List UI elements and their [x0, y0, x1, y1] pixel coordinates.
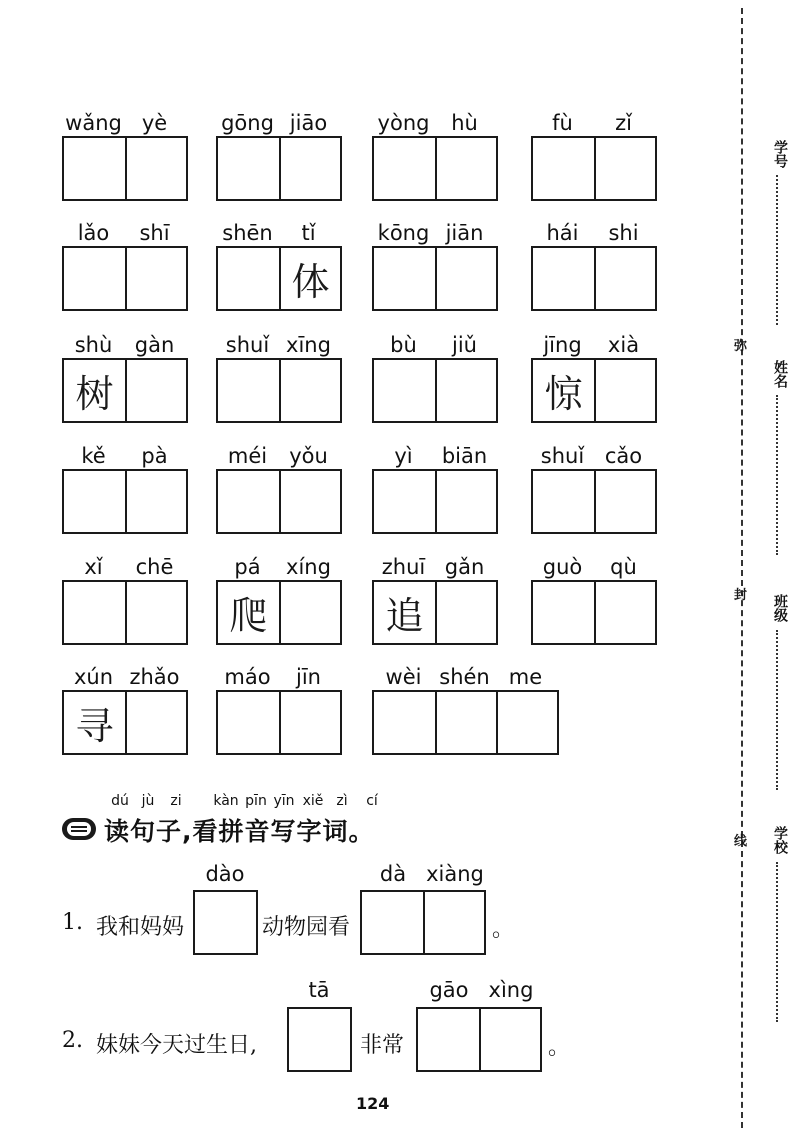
sentence-2-part-2: 非常 — [360, 1033, 405, 1058]
title-pinyin-ju: jù — [141, 793, 155, 809]
writing-cell[interactable] — [533, 471, 594, 532]
writing-cell[interactable] — [64, 138, 125, 199]
sentence-2-period: 。 — [548, 1035, 571, 1060]
sentence-1-blank-2-pinyin-2: xiàng — [426, 862, 484, 886]
written-character — [64, 248, 125, 309]
pinyin-syllable: yǒu — [289, 444, 328, 468]
pinyin-syllable: wèi — [385, 665, 422, 689]
pinyin-syllable: shēn — [222, 221, 273, 245]
written-character — [127, 471, 186, 532]
writing-box[interactable] — [216, 580, 342, 645]
title-pinyin-xie: xiě — [302, 793, 324, 809]
pinyin-syllable: xià — [607, 333, 640, 357]
writing-cell[interactable] — [533, 360, 594, 421]
writing-cell[interactable] — [594, 471, 655, 532]
writing-box[interactable] — [216, 358, 342, 423]
writing-box[interactable] — [372, 690, 559, 755]
pinyin-syllable: jīng — [543, 333, 582, 357]
pinyin-syllable: cǎo — [604, 444, 643, 468]
writing-cell[interactable] — [374, 692, 435, 753]
pinyin-syllable: wǎng — [65, 111, 122, 135]
pinyin-syllable: hái — [546, 221, 579, 245]
written-character — [374, 248, 435, 309]
pinyin-syllable: jiān — [445, 221, 484, 245]
written-character: 寻 — [75, 704, 114, 748]
pinyin-syllable: zhuī — [381, 555, 426, 579]
margin-label-student-id: 学号 — [772, 140, 788, 168]
writing-cell[interactable] — [218, 360, 279, 421]
pinyin-syllable: kōng — [377, 221, 430, 245]
pinyin-syllable: pà — [141, 444, 168, 468]
written-character — [596, 471, 655, 532]
page-number: 124 — [356, 1094, 390, 1113]
pinyin-syllable: pá — [234, 555, 261, 579]
writing-cell[interactable] — [64, 692, 125, 753]
writing-cell[interactable] — [64, 360, 125, 421]
written-character — [127, 692, 186, 753]
pinyin-syllable: jiāo — [289, 111, 328, 135]
written-character — [533, 138, 594, 199]
pinyin-syllable: jīn — [296, 665, 321, 689]
writing-cell[interactable] — [218, 471, 279, 532]
margin-field-name — [776, 395, 778, 555]
pinyin-syllable: gàn — [134, 333, 175, 357]
writing-cell[interactable] — [125, 360, 186, 421]
pinyin-syllable: shuǐ — [540, 444, 585, 468]
section-title: 读句子,看拼音写字词。 — [104, 817, 375, 846]
writing-cell[interactable] — [435, 582, 496, 643]
sealing-dashed-line — [741, 8, 743, 1128]
written-character — [533, 471, 594, 532]
writing-box[interactable] — [372, 469, 498, 534]
written-character: 追 — [385, 594, 424, 638]
writing-box[interactable] — [62, 136, 188, 201]
margin-label-class: 班级 — [772, 594, 788, 622]
pinyin-syllable: lǎo — [77, 221, 110, 245]
written-character — [498, 692, 557, 753]
margin-label-school: 学校 — [772, 826, 788, 854]
writing-cell[interactable] — [279, 360, 340, 421]
writing-box[interactable] — [372, 246, 498, 311]
written-character — [374, 471, 435, 532]
written-character — [218, 692, 279, 753]
written-character — [281, 471, 340, 532]
written-character — [64, 471, 125, 532]
pinyin-syllable: zhǎo — [129, 665, 180, 689]
pinyin-syllable: jiǔ — [452, 333, 477, 357]
writing-cell[interactable] — [64, 582, 125, 643]
writing-cell[interactable] — [374, 248, 435, 309]
writing-cell[interactable] — [374, 360, 435, 421]
title-pinyin-yin: yīn — [273, 793, 295, 809]
writing-cell[interactable] — [64, 248, 125, 309]
writing-cell[interactable] — [125, 138, 186, 199]
written-character — [533, 248, 594, 309]
written-character — [533, 582, 594, 643]
pinyin-syllable: kě — [81, 444, 106, 468]
written-character — [437, 248, 496, 309]
margin-mark-3: 线 — [734, 834, 748, 849]
sentence-1-number: 1. — [62, 910, 83, 935]
writing-cell[interactable] — [435, 471, 496, 532]
writing-cell[interactable] — [64, 471, 125, 532]
written-character — [281, 360, 340, 421]
writing-box[interactable] — [62, 246, 188, 311]
written-character — [64, 582, 125, 643]
pinyin-syllable: shuǐ — [225, 333, 270, 357]
written-character — [127, 248, 186, 309]
pinyin-syllable: xīng — [286, 333, 331, 357]
sentence-2-blank-1-pinyin: tā — [308, 978, 330, 1002]
pinyin-syllable: méi — [227, 444, 268, 468]
sentence-1-part-2: 动物园看 — [262, 915, 351, 940]
title-pinyin-ci: cí — [366, 793, 378, 809]
writing-cell[interactable] — [496, 692, 557, 753]
written-character — [218, 471, 279, 532]
written-character — [218, 360, 279, 421]
writing-cell[interactable] — [435, 138, 496, 199]
written-character — [127, 360, 186, 421]
written-character — [281, 582, 340, 643]
writing-cell[interactable] — [279, 471, 340, 532]
pinyin-syllable: tǐ — [301, 221, 316, 245]
writing-cell[interactable] — [125, 692, 186, 753]
title-pinyin-zi2: zì — [336, 793, 348, 809]
pinyin-syllable: shén — [439, 665, 490, 689]
writing-box[interactable] — [62, 690, 188, 755]
pinyin-syllable: biān — [441, 444, 488, 468]
written-character — [64, 138, 125, 199]
writing-cell[interactable] — [374, 582, 435, 643]
writing-box[interactable] — [216, 246, 342, 311]
writing-cell[interactable] — [374, 138, 435, 199]
written-character: 惊 — [544, 372, 583, 416]
writing-cell[interactable] — [125, 582, 186, 643]
writing-cell[interactable] — [594, 582, 655, 643]
margin-label-name: 姓名 — [772, 360, 788, 388]
pinyin-syllable: gōng — [221, 111, 274, 135]
writing-cell[interactable] — [533, 138, 594, 199]
sentence-1-blank-2-pinyin-1: dà — [379, 862, 407, 886]
written-character — [218, 138, 279, 199]
pinyin-syllable: yè — [141, 111, 168, 135]
written-character — [596, 138, 655, 199]
writing-box[interactable] — [531, 358, 657, 423]
pinyin-syllable: yì — [394, 444, 413, 468]
pinyin-syllable: fù — [552, 111, 573, 135]
written-character — [281, 692, 340, 753]
writing-cell[interactable] — [218, 692, 279, 753]
written-character — [437, 138, 496, 199]
title-pinyin-pin: pīn — [245, 793, 267, 809]
pinyin-syllable: gǎn — [444, 555, 485, 579]
written-character — [127, 582, 186, 643]
pinyin-syllable: bù — [390, 333, 417, 357]
writing-box[interactable] — [372, 136, 498, 201]
sentence-1-part-1: 我和妈妈 — [96, 915, 185, 940]
writing-box[interactable] — [216, 469, 342, 534]
writing-cell[interactable] — [594, 138, 655, 199]
pinyin-syllable: yòng — [377, 111, 430, 135]
written-character: 体 — [291, 260, 330, 304]
written-character — [596, 248, 655, 309]
writing-box[interactable] — [372, 580, 498, 645]
writing-cell[interactable] — [279, 248, 340, 309]
writing-cell[interactable] — [435, 692, 496, 753]
writing-box[interactable] — [531, 469, 657, 534]
sentence-1-blank-1[interactable] — [193, 890, 258, 955]
writing-cell[interactable] — [374, 471, 435, 532]
writing-cell[interactable] — [218, 138, 279, 199]
writing-cell[interactable] — [218, 248, 279, 309]
writing-cell[interactable] — [279, 138, 340, 199]
written-character — [374, 360, 435, 421]
written-character — [374, 138, 435, 199]
sentence-2-blank-2[interactable] — [416, 1007, 542, 1072]
title-pinyin-kan: kàn — [213, 793, 239, 809]
written-character — [437, 471, 496, 532]
margin-mark-1: 弥 — [734, 339, 748, 354]
written-character — [437, 692, 496, 753]
margin-field-student-id — [776, 175, 778, 325]
sentence-2-blank-2-pinyin-1: gāo — [429, 978, 469, 1002]
sentence-2-blank-1[interactable] — [287, 1007, 352, 1072]
writing-cell[interactable] — [594, 248, 655, 309]
written-character — [596, 582, 655, 643]
title-pinyin-zi: zi — [170, 793, 182, 809]
writing-box[interactable] — [531, 136, 657, 201]
writing-box[interactable] — [372, 358, 498, 423]
pinyin-syllable: chē — [135, 555, 174, 579]
writing-box[interactable] — [531, 246, 657, 311]
margin-mark-2: 封 — [734, 588, 748, 603]
pinyin-syllable: me — [508, 665, 543, 689]
sentence-1-blank-2[interactable] — [360, 890, 486, 955]
writing-box[interactable] — [531, 580, 657, 645]
writing-box[interactable] — [216, 690, 342, 755]
margin-field-class — [776, 630, 778, 790]
pinyin-syllable: shi — [608, 221, 639, 245]
writing-cell[interactable] — [279, 582, 340, 643]
written-character — [437, 582, 496, 643]
written-character: 爬 — [229, 594, 268, 638]
written-character — [281, 138, 340, 199]
written-character — [218, 248, 279, 309]
sentence-2-blank-2-pinyin-2: xìng — [488, 978, 534, 1002]
sentence-1-blank-1-pinyin: dào — [205, 862, 245, 886]
writing-cell[interactable] — [435, 248, 496, 309]
writing-cell[interactable] — [279, 692, 340, 753]
pinyin-syllable: máo — [224, 665, 271, 689]
writing-cell[interactable] — [533, 582, 594, 643]
written-character — [374, 692, 435, 753]
pinyin-syllable: xún — [73, 665, 114, 689]
writing-box[interactable] — [216, 136, 342, 201]
writing-cell[interactable] — [218, 582, 279, 643]
pinyin-syllable: xǐ — [84, 555, 103, 579]
written-character — [127, 138, 186, 199]
pinyin-syllable: zǐ — [615, 111, 632, 135]
writing-cell[interactable] — [533, 248, 594, 309]
writing-cell[interactable] — [125, 248, 186, 309]
pinyin-syllable: shī — [139, 221, 170, 245]
writing-box[interactable] — [62, 469, 188, 534]
pinyin-syllable: guò — [542, 555, 583, 579]
pinyin-syllable: shù — [74, 333, 113, 357]
writing-box[interactable] — [62, 580, 188, 645]
writing-cell[interactable] — [594, 360, 655, 421]
writing-box[interactable] — [62, 358, 188, 423]
written-character — [437, 360, 496, 421]
pinyin-syllable: hù — [451, 111, 478, 135]
margin-field-school — [776, 862, 778, 1022]
title-pinyin-du: dú — [111, 793, 129, 809]
written-character: 树 — [75, 372, 114, 416]
sentence-2-part-1: 妹妹今天过生日, — [96, 1033, 257, 1058]
pinyin-syllable: xíng — [286, 555, 331, 579]
sentence-2-number: 2. — [62, 1028, 83, 1053]
writing-cell[interactable] — [435, 360, 496, 421]
section-number-badge — [62, 818, 96, 840]
sentence-1-period: 。 — [492, 917, 515, 942]
writing-cell[interactable] — [125, 471, 186, 532]
pinyin-syllable: qù — [610, 555, 637, 579]
written-character — [596, 360, 655, 421]
